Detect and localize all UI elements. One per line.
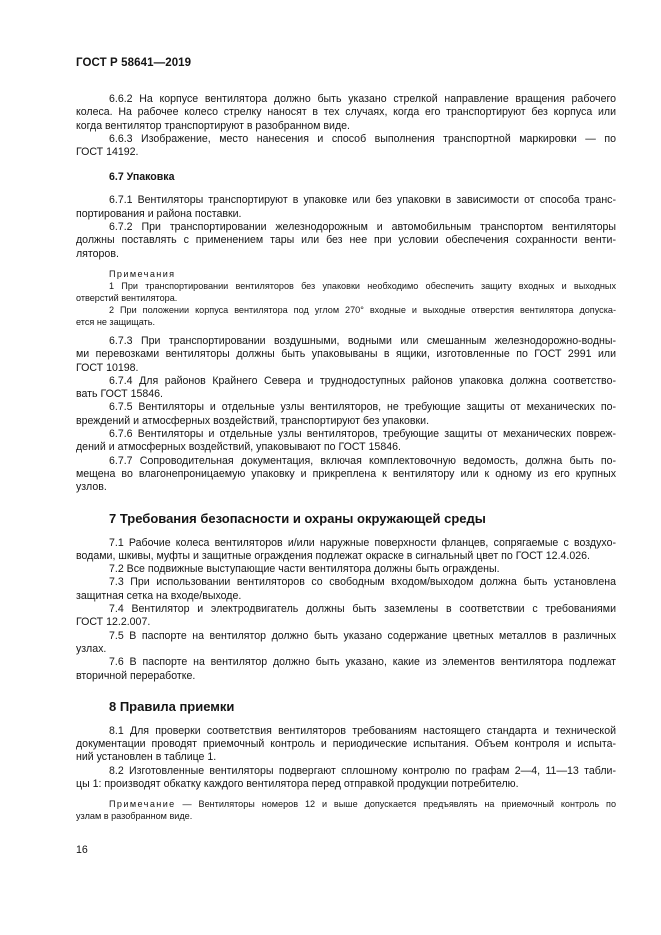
note-line: 2 При положении корпуса вентилятора под углом 270° входные и выходные отверстия вентилятора допуска-: [109, 304, 616, 315]
text-line: портирования и района поставки.: [76, 207, 242, 220]
clause-6-7-7: [76, 454, 616, 495]
text-line: 8.1 Для проверки соответствия вентиляторов требованиям настоящего стандарта и технической: [109, 724, 616, 737]
text-line: 6.7.4 Для районов Крайнего Севера и труднодоступных районов упаковка должна соответство-: [109, 374, 616, 387]
text-line: 7.5 В паспорте на вентилятор должно быть указано содержание цветных металлов в различных: [109, 629, 616, 642]
clause-7-3: [76, 576, 616, 603]
clause-8-2: [76, 764, 616, 792]
text-line: ми перевозками вентиляторы должны быть упаковываны в ящики, изготовленные по ГОСТ 2991 или: [76, 348, 616, 361]
clause-6-7-6: [76, 428, 616, 455]
clause-7-4: [76, 603, 616, 630]
document-code-header: ГОСТ Р 58641—2019: [76, 57, 192, 69]
text-line: колеса. На рабочее колесо стрелку наносят в тех случаях, когда его транспортируют без корпуса или: [76, 106, 616, 119]
clause-6-7-4: [76, 374, 616, 402]
clause-7-6: [76, 656, 616, 683]
clause-8-1: [76, 724, 616, 765]
text-line: вторичной переработке.: [76, 669, 196, 682]
text-line: когда вентилятор транспортируют в разобранном виде.: [76, 119, 350, 132]
text-line: 7.6 В паспорте на вентилятор должно быть указано, какие из элементов вентилятора подлежат: [109, 656, 616, 669]
note-text: — Вентиляторы номеров 12 и выше допускается предъявлять на приемочный контроль по: [175, 799, 616, 810]
text-line: ляторов.: [76, 247, 119, 260]
text-line: 6.7.6 Вентиляторы и отдельные узлы вентиляторов, требующие защиты от механических повреж-: [109, 428, 616, 441]
clause-6-7-3: [76, 334, 616, 375]
text-line: дений и атмосферных воздействий, упаковывают по ГОСТ 15846.: [76, 441, 401, 454]
note-line: отверстий вентилятора.: [76, 292, 178, 303]
page-number: 16: [76, 844, 88, 856]
text-line: 6.6.3 Изображение, место нанесения и способ выполнения транспортной маркировки — по: [109, 132, 616, 145]
clause-7-1: [76, 536, 616, 564]
text-line: 6.7.7 Сопроводительная документация, включая комплектовочную ведомость, должна быть по-: [109, 454, 616, 467]
clause-6-6-3: [76, 132, 616, 160]
text-line: 6.7.1 Вентиляторы транспортируют в упаковке или без упаковки в зависимости от способа транс-: [109, 194, 616, 207]
text-line: 6.7.5 Вентиляторы и отдельные узлы вентиляторов, не требующие защиты от механических по-: [109, 401, 616, 414]
text-line: 7.1 Рабочие колеса вентиляторов и/или наружные поверхности фланцев, сопрягаемые с воздухо-: [109, 536, 616, 549]
text-line: 6.7.2 При транспортировании железнодорожным и автомобильным транспортом вентиляторы: [109, 221, 616, 234]
section-heading-8: 8 Правила приемки: [109, 698, 235, 714]
text-line: ГОСТ 12.2.007.: [76, 616, 151, 629]
section-heading-7: 7 Требования безопасности и охраны окружающей среды: [109, 510, 486, 526]
page-content: [76, 93, 616, 822]
text-line: 6.6.2 На корпусе вентилятора должно быть указано стрелкой направление вращения рабочего: [109, 93, 616, 105]
clause-6-7-1: [76, 194, 616, 221]
clause-6-7-5: [76, 401, 616, 428]
text-line: защитная сетка на входе/выходе.: [76, 589, 242, 602]
text-line: вреждений и атмосферных воздействий, транспортируют без упаковки.: [76, 414, 430, 427]
note-line: узлам в разобранном виде.: [76, 811, 193, 822]
clause-7-5: [76, 629, 616, 657]
notes-block: [76, 268, 616, 328]
text-line: цы 1: производят обкатку каждого вентилятора перед отправкой продукции потребителю.: [76, 777, 519, 790]
text-line: 7.4 Вентилятор и электродвигатель должны быть заземлены в соответствии с требованиями: [109, 603, 616, 616]
text-line: документации проводят приемочный контроль и периодические испытания. Объем контроля и испыта-: [76, 738, 616, 751]
subsection-heading-6-7: 6.7 Упаковка: [109, 171, 175, 184]
text-line: 8.2 Изготовленные вентиляторы подвергают сплошному контролю по графам 2—4, 11—13 табли-: [109, 764, 616, 777]
text-line: вать ГОСТ 15846.: [76, 388, 163, 401]
text-line: должны поставлять с применением тары или без нее при условии обеспечения сохранности венти-: [76, 234, 616, 247]
text-line: мещена во влагонепроницаемую упаковку и прикреплена к вентилятору или к одному из его крупных: [76, 467, 616, 480]
text-line: ний установлен в таблице 1.: [76, 751, 217, 764]
text-line: 6.7.3 При транспортировании воздушными, водными или смешанным железнодорожно-водны-: [109, 334, 616, 347]
clause-7-2: [83, 563, 616, 576]
clause-6-7-2: [76, 221, 616, 261]
note-line: [83, 798, 616, 810]
acceptance-note: [76, 798, 616, 822]
text-line: 7.3 При использовании вентиляторов со свободным входом/выходом должна быть установлена: [109, 576, 616, 589]
note-label: Примечание: [109, 799, 176, 810]
text-line: ГОСТ 10198.: [76, 361, 139, 374]
text-line: узлов.: [76, 481, 107, 494]
text-line: узлах.: [76, 642, 107, 655]
note-line: ется не защищать.: [76, 316, 155, 327]
text-line: водами, шкивы, муфты и защитные ограждения подлежат окраске в сигнальный цвет по ГОСТ 12.4.026.: [76, 549, 590, 562]
text-line: ГОСТ 14192.: [76, 146, 139, 159]
notes-label: Примечания: [109, 268, 176, 279]
note-line: 1 При транспортировании вентиляторов без упаковки необходимо обеспечить защиту входных и выходных: [109, 280, 616, 291]
clause-6-6-2: [76, 93, 616, 133]
text-line: 7.2 Все подвижные выступающие части вентилятора должны быть ограждены.: [109, 563, 500, 576]
